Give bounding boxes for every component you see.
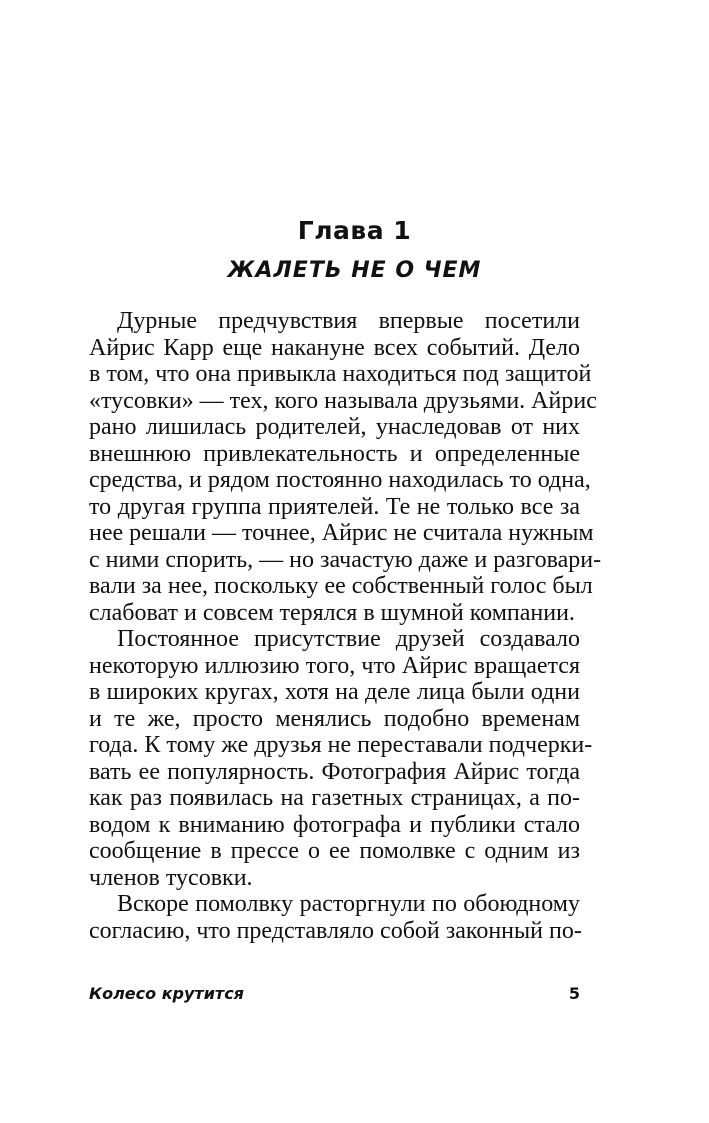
text-line: рано лишилась родителей, унаследовав от них	[89, 414, 580, 440]
chapter-body	[89, 308, 602, 944]
text-line: внешнюю привлекательность и определенные	[89, 440, 580, 467]
text-line: то другая группа приятелей. Те не только все за	[89, 493, 580, 520]
text-line: согласию, что представляло собой законный по-	[89, 917, 582, 944]
text-line: года. К тому же друзья не переставали подчерки-	[89, 732, 593, 758]
text-line: вать ее популярность. Фотография Айрис тогда	[89, 758, 580, 785]
text-line: некоторую иллюзию того, что Айрис вращается	[89, 652, 580, 679]
text-line: нее решали — точнее, Айрис не считала нужным	[89, 520, 594, 546]
chapter-title: ЖАЛЕТЬ НЕ О ЧЕМ	[227, 258, 482, 283]
text-line: Дурные предчувствия впервые посетили	[117, 308, 580, 334]
running-title: Колесо крутится	[89, 984, 244, 1003]
text-line: с ними спорить, — но зачастую даже и разговари-	[89, 546, 602, 573]
text-line: как раз появилась на газетных страницах, а по-	[89, 785, 580, 811]
text-line: Вскоре помолвку расторгнули по обоюдному	[117, 891, 580, 917]
text-line: «тусовки» — тех, кого называла друзьями. Айрис	[89, 387, 597, 414]
chapter-label: Глава 1	[297, 216, 412, 245]
text-line: средства, и рядом постоянно находилась то одна,	[89, 467, 591, 493]
text-line: членов тусовки.	[89, 864, 253, 891]
text-line: водом к вниманию фотографа и публики стало	[89, 811, 580, 838]
text-line: в широких кругах, хотя на деле лица были одни	[89, 679, 580, 705]
text-line: слабоват и совсем терялся в шумной компании.	[89, 599, 575, 626]
text-line: Айрис Карр еще накануне всех событий. Дело	[89, 334, 580, 361]
text-line: в том, что она привыкла находиться под защитой	[89, 361, 592, 387]
text-line: сообщение в прессе о ее помолвке с одним из	[89, 838, 580, 864]
text-line: Постоянное присутствие друзей создавало	[117, 626, 580, 652]
page-number: 5	[568, 984, 580, 1003]
text-line: и те же, просто менялись подобно временам	[89, 705, 580, 732]
text-line: вали за нее, поскольку ее собственный голос был	[89, 573, 593, 599]
